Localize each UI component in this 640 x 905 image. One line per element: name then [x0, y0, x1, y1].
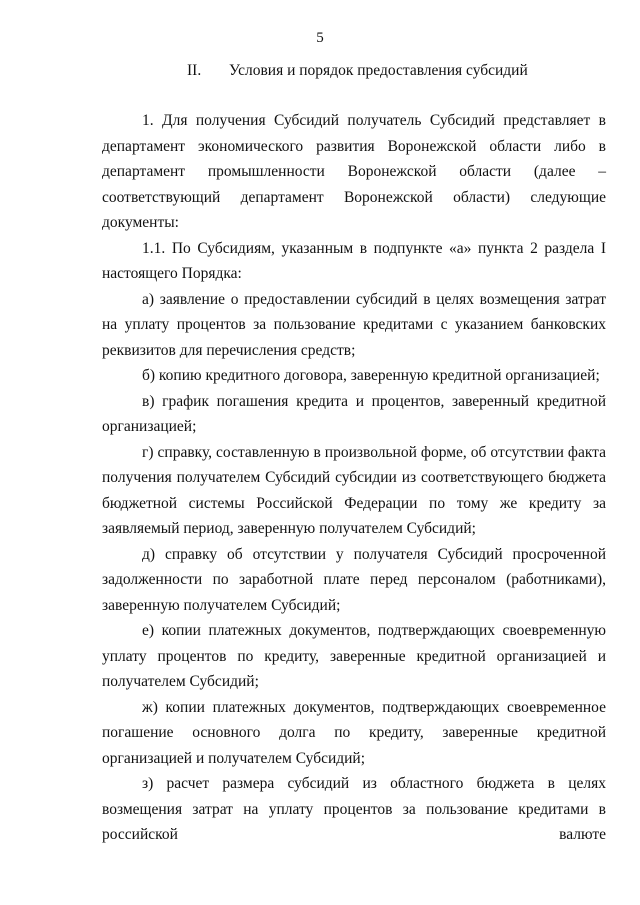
paragraph-b: б) копию кредитного договора, заверенную кредитной организацией;: [142, 367, 600, 384]
section-heading: [187, 62, 528, 80]
paragraph-zh: ж) копии платежных документов, подтверждающих своевременное погашение основного долга по кредиту, заверенные кредитной организацией и получателем Субсидий;: [102, 698, 606, 767]
paragraph-z: з) расчет размера субсидий из областного бюджета в целях возмещения затрат на уплату процентов за пользование кредитами в российской валюте: [102, 775, 606, 843]
paragraph-1: 1. Для получения Субсидий получатель Субсидий представляет в департамент экономического развития Воронежской области либо в департамент промышленности Воронежской области (далее – соответствующий департамент Воронежской области) следующие документы:: [102, 112, 606, 231]
paragraph-1-1: 1.1. По Субсидиям, указанным в подпункте «а» пункта 2 раздела I настоящего Порядка:: [102, 239, 606, 282]
paragraph-d: д) справку об отсутствии у получателя Субсидий просроченной задолженности по заработной плате перед персоналом (работниками), заверенную получателем Субсидий;: [102, 545, 606, 614]
paragraph-g: г) справку, составленную в произвольной форме, об отсутствии факта получения получателем Субсидий субсидии из соответствующего бюджета бюджетной системы Российской Федерации по тому же кредиту за заявляемый период, заверенную получателем Субсидий;: [102, 443, 606, 537]
document-body: [102, 108, 606, 848]
page-number: 5: [316, 30, 324, 46]
paragraph-v: в) график погашения кредита и процентов, заверенный кредитной организацией;: [102, 392, 606, 435]
section-number: II.: [187, 62, 202, 79]
paragraph-a: а) заявление о предоставлении субсидий в целях возмещения затрат на уплату процентов за пользование кредитами с указанием банковских реквизитов для перечисления средств;: [102, 290, 606, 359]
section-title: Условия и порядок предоставления субсидий: [229, 62, 528, 79]
paragraph-e: е) копии платежных документов, подтверждающих своевременную уплату процентов по кредиту, заверенные кредитной организацией и получателем Субсидий;: [102, 622, 606, 690]
